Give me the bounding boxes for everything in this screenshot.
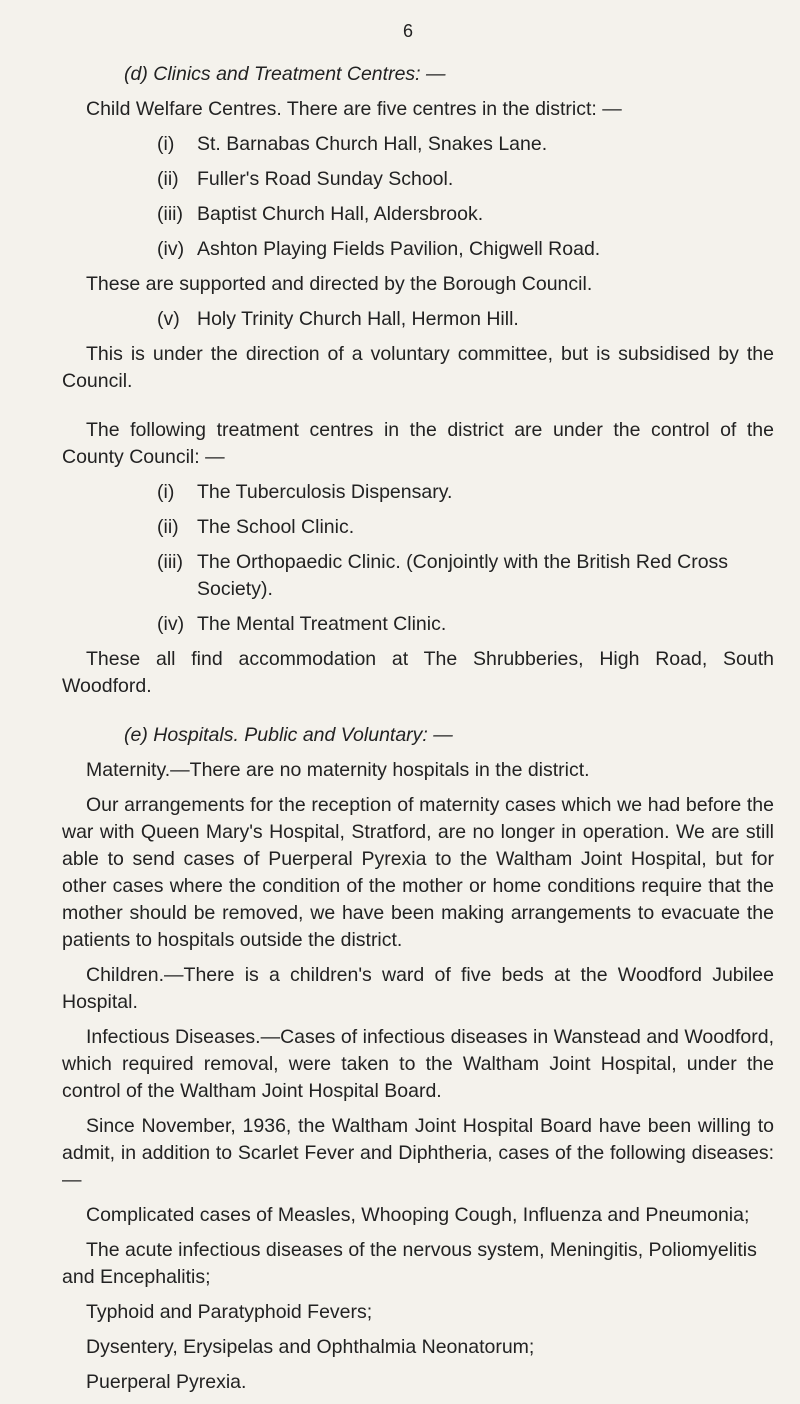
- accommodation-paragraph: These all find accommodation at The Shrubberies, High Road, South Woodford.: [62, 648, 774, 697]
- list-item: [62, 131, 774, 158]
- disease-item: The acute infectious diseases of the nervous system, Meningitis, Poliomyelitis and Encephalitis;: [62, 1239, 757, 1288]
- clinics-heading: (d) Clinics and Treatment Centres: —: [124, 63, 446, 85]
- maternity-paragraph: Maternity.—There are no maternity hospitals in the district.: [86, 759, 590, 781]
- list-text: St. Barnabas Church Hall, Snakes Lane.: [197, 133, 548, 155]
- list-number: (v): [157, 308, 180, 330]
- list-item: [62, 549, 774, 603]
- list-text: Ashton Playing Fields Pavilion, Chigwell Road.: [197, 238, 601, 260]
- list-text: Fuller's Road Sunday School.: [197, 168, 454, 190]
- spacer: [62, 708, 774, 722]
- page-number: 6: [402, 21, 413, 41]
- list-text: Holy Trinity Church Hall, Hermon Hill.: [197, 308, 519, 330]
- list-number: (ii): [157, 516, 179, 538]
- voluntary-paragraph: This is under the direction of a voluntary committee, but is subsidised by the Council.: [62, 343, 774, 392]
- children-paragraph: Children.—There is a children's ward of five beds at the Woodford Jubilee Hospital.: [62, 964, 774, 1013]
- list-number: (ii): [157, 168, 179, 190]
- list-item: [62, 479, 774, 506]
- list-item: [62, 514, 774, 541]
- disease-item: Typhoid and Paratyphoid Fevers;: [86, 1301, 373, 1323]
- list-number: (i): [157, 133, 175, 155]
- list-text: The School Clinic.: [197, 516, 355, 538]
- list-number: (iii): [157, 551, 183, 573]
- disease-item: Puerperal Pyrexia.: [86, 1371, 247, 1393]
- list-number: (i): [157, 481, 175, 503]
- treatment-intro: The following treatment centres in the district are under the control of the County Council: —: [62, 419, 774, 468]
- arrangements-paragraph: Our arrangements for the reception of maternity cases which we had before the war with Queen Mary's Hospital, Stratford, are no longer in operation. We are still able to send cases of Puerperal Pyrexia to the Waltham Joint Hospital, but for other cases where the condition of the mother or home conditions require that the mother should be removed, we have been making arrangements to evacuate the patients to hospitals outside the district.: [62, 794, 774, 951]
- spacer: [62, 403, 774, 417]
- list-item: [62, 611, 774, 638]
- infectious-paragraph: Infectious Diseases.—Cases of infectious diseases in Wanstead and Woodford, which required removal, were taken to the Waltham Joint Hospital, under the control of the Waltham Joint Hospital Board.: [62, 1026, 774, 1102]
- list-text: The Tuberculosis Dispensary.: [197, 481, 453, 503]
- list-number: (iv): [157, 613, 185, 635]
- list-item: [62, 166, 774, 193]
- document-page: [62, 18, 774, 1404]
- list-item: [62, 201, 774, 228]
- supported-paragraph: These are supported and directed by the Borough Council.: [86, 273, 593, 295]
- list-number: (iii): [157, 203, 183, 225]
- since-paragraph: Since November, 1936, the Waltham Joint Hospital Board have been willing to admit, in addition to Scarlet Fever and Diphtheria, cases of the following diseases: —: [62, 1115, 774, 1191]
- child-welfare-intro: Child Welfare Centres. There are five centres in the district: —: [86, 98, 622, 120]
- hospitals-heading: (e) Hospitals. Public and Voluntary: —: [124, 724, 453, 746]
- list-item: [62, 306, 774, 333]
- list-number: (iv): [157, 238, 185, 260]
- list-item: [62, 236, 774, 263]
- list-text: The Mental Treatment Clinic.: [197, 613, 447, 635]
- list-text: Baptist Church Hall, Aldersbrook.: [197, 203, 484, 225]
- disease-item: Complicated cases of Measles, Whooping Cough, Influenza and Pneumonia;: [86, 1204, 750, 1226]
- disease-item: Dysentery, Erysipelas and Ophthalmia Neonatorum;: [86, 1336, 535, 1358]
- list-text: The Orthopaedic Clinic. (Conjointly with the British Red Cross Society).: [197, 551, 729, 600]
